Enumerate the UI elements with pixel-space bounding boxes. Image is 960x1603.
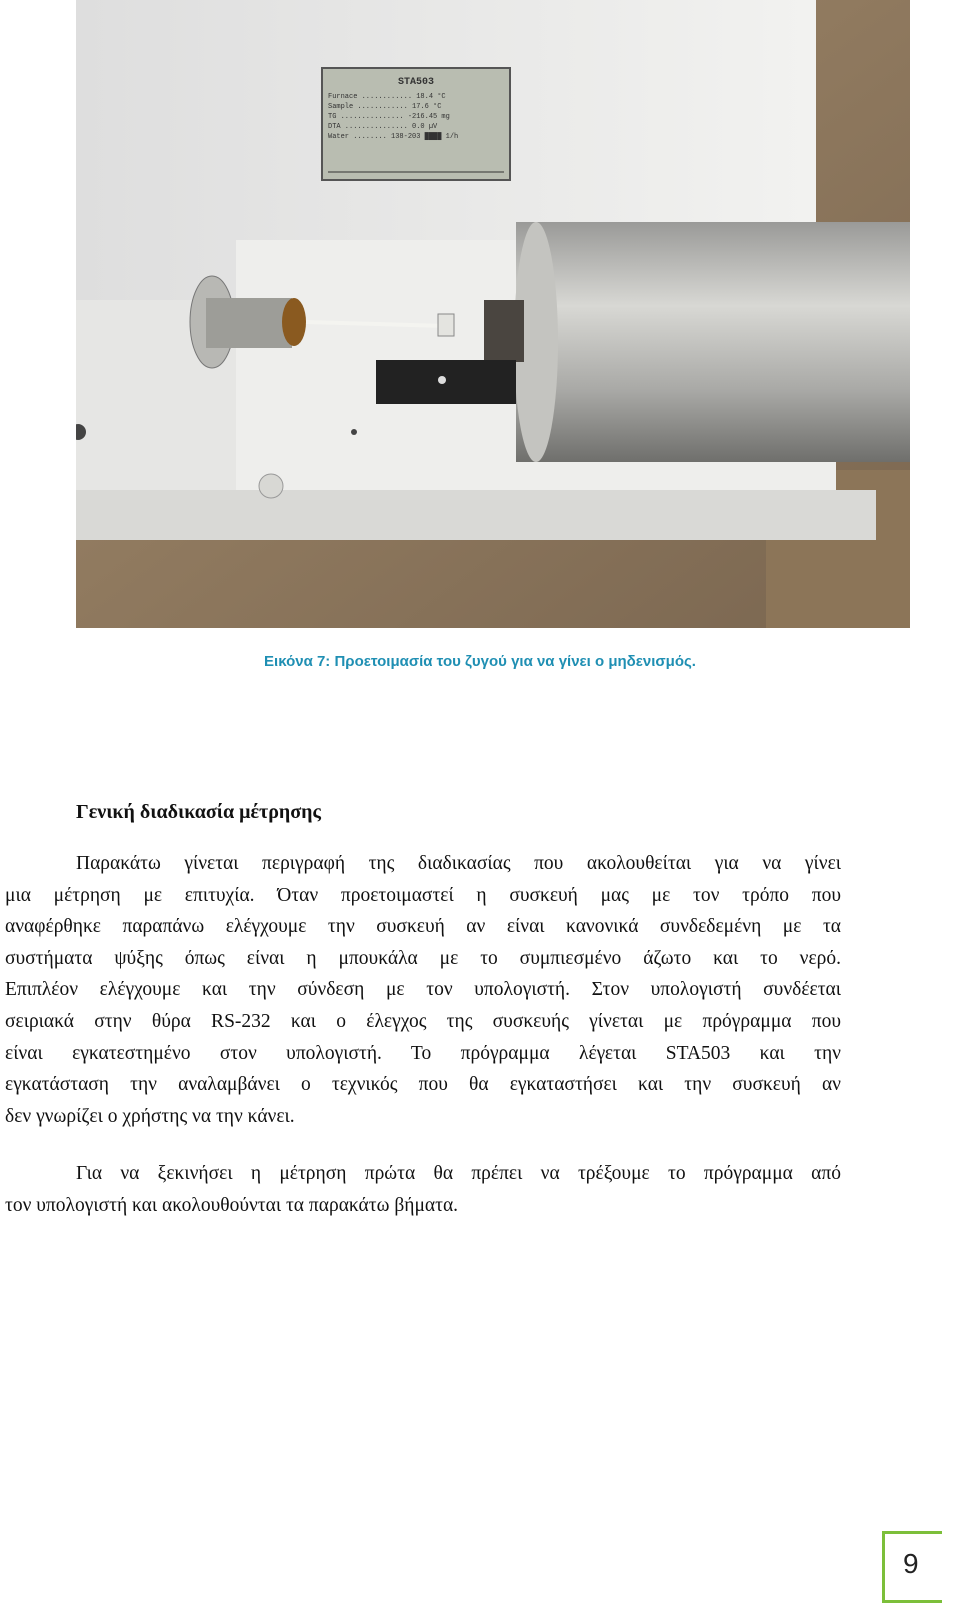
svg-text:Water ........ 138-203 ████ 1/: Water ........ 138-203 ████ 1/h xyxy=(328,133,459,141)
text-line: δεν γνωρίζει ο χρήστης να την κάνει. xyxy=(5,1105,295,1127)
page-number-box xyxy=(882,1531,942,1603)
paragraph-1 xyxy=(5,848,841,1132)
text-line: συστήματα ψύξης όπως είναι η μπουκάλα με το συμπιεσμένο άζωτο και το νερό. xyxy=(5,947,841,969)
text-line: αναφέρθηκε παραπάνω ελέγχουμε την συσκευή αν είναι κανονικά συνδεδεμένη με τα xyxy=(5,916,841,938)
text-line: εγκατάσταση την αναλαμβάνει ο τεχνικός που θα εγκαταστήσει και την συσκευή αν xyxy=(5,1074,841,1096)
text-line: είναι εγκατεστημένο στον υπολογιστή. Το πρόγραμμα λέγεται STA503 και την xyxy=(5,1042,841,1064)
page-number: 9 xyxy=(903,1548,919,1579)
figure-caption: Εικόνα 7: Προετοιμασία του ζυγού για να γίνει ο μηδενισμός. xyxy=(264,653,696,670)
figure-photo xyxy=(76,0,910,628)
text-line: τον υπολογιστή και ακολουθούνται τα παρακάτω βήματα. xyxy=(5,1194,459,1216)
svg-text:Sample ............ 17.6 °C: Sample ............ 17.6 °C xyxy=(328,103,442,111)
text-line: Για να ξεκινήσει η μέτρηση πρώτα θα πρέπει να τρέξουμε το πρόγραμμα από xyxy=(76,1163,841,1184)
text-line: Παρακάτω γίνεται περιγραφή της διαδικασίας που ακολουθείται για να γίνει xyxy=(76,853,841,874)
instrument-photo xyxy=(76,0,910,628)
text-line: Επιπλέον ελέγχουμε και την σύνδεση με τον υπολογιστή. Στον υπολογιστή συνδέεται xyxy=(5,979,841,1001)
svg-text:STA503: STA503 xyxy=(397,77,435,88)
svg-text:DTA ............... 0.0 µV: DTA ............... 0.0 µV xyxy=(328,123,438,131)
section-heading: Γενική διαδικασία μέτρησης xyxy=(76,801,321,823)
svg-text:Furnace ............ 18.4 °C: Furnace ............ 18.4 °C xyxy=(328,93,446,101)
svg-text:TG ............... -216.45 mg: TG ............... -216.45 mg xyxy=(328,113,450,121)
paragraph-2 xyxy=(5,1158,841,1221)
text-line: σειριακά στην θύρα RS-232 και ο έλεγχος της συσκευής γίνεται με πρόγραμμα που xyxy=(5,1010,841,1032)
text-line: μια μέτρηση με επιτυχία. Όταν προετοιμαστεί η συσκευή μας με τον τρόπο που xyxy=(5,884,841,906)
